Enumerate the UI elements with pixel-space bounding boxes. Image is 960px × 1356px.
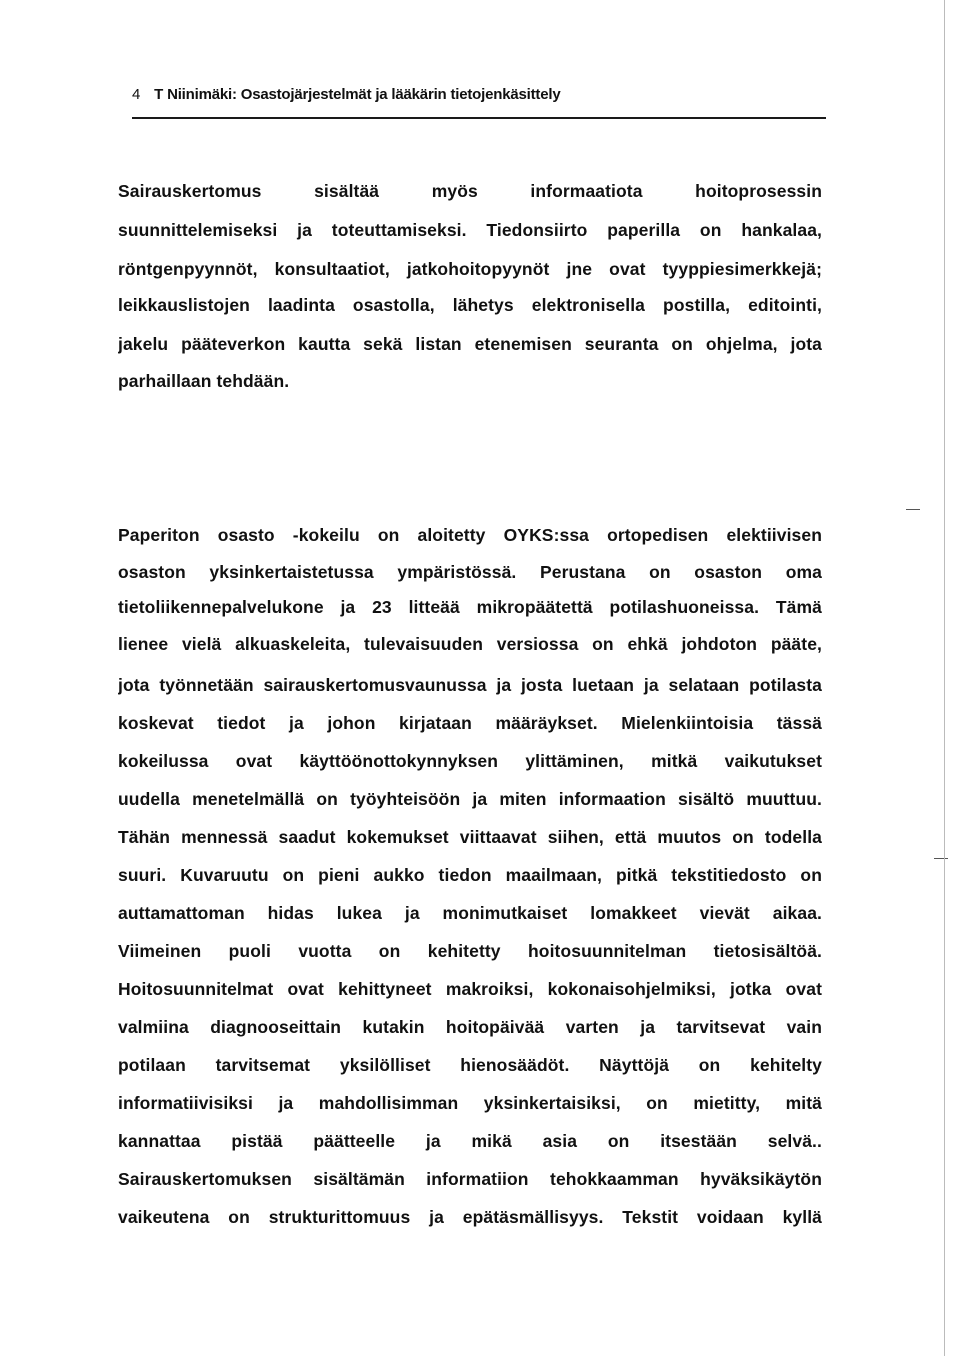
text-line: informatiivisiksi ja mahdollisimman yksinkertaisiksi, on mietitty, mitä xyxy=(118,1093,822,1113)
text-line: lienee vielä alkuaskeleita, tulevaisuuden versiossa on ehkä johdoton pääte, xyxy=(118,634,822,654)
scan-mark xyxy=(906,509,920,510)
text-line: jota työnnetään sairauskertomusvaunussa ja josta luetaan ja selataan potilasta xyxy=(118,675,822,695)
text-line: Sairauskertomus sisältää myös informaatiota hoitoprosessin xyxy=(118,181,822,201)
text-line: vaikeutena on strukturittomuus ja epätäsmällisyys. Tekstit voidaan kyllä xyxy=(118,1207,822,1227)
text-line: potilaan tarvitsemat yksilölliset hienosäädöt. Näyttöjä on kehitelty xyxy=(118,1055,822,1075)
running-header xyxy=(132,86,560,103)
scan-edge-line xyxy=(944,0,945,1356)
text-line: valmiina diagnooseittain kutakin hoitopäivää varten ja tarvitsevat vain xyxy=(118,1017,822,1037)
text-line: jakelu pääteverkon kautta sekä listan etenemisen seuranta on ohjelma, jota xyxy=(118,334,822,354)
text-line: röntgenpyynnöt, konsultaatiot, jatkohoitopyynöt jne ovat tyyppiesimerkkejä; xyxy=(118,259,822,279)
text-line: kokeilussa ovat käyttöönottokynnyksen ylittäminen, mitkä vaikutukset xyxy=(118,751,822,771)
text-line: Hoitosuunnitelmat ovat kehittyneet makroiksi, kokonaisohjelmiksi, jotka ovat xyxy=(118,979,822,999)
text-line: suuri. Kuvaruutu on pieni aukko tiedon maailmaan, pitkä tekstitiedosto on xyxy=(118,865,822,885)
text-line: suunnittelemiseksi ja toteuttamiseksi. Tiedonsiirto paperilla on hankalaa, xyxy=(118,220,822,240)
text-line: Paperiton osasto -kokeilu on aloitetty OYKS:ssa ortopedisen elektiivisen xyxy=(118,525,822,545)
scan-mark xyxy=(934,858,948,859)
running-title: T Niinimäki: Osastojärjestelmät ja lääkärin tietojenkäsittely xyxy=(154,86,561,103)
text-line: osaston yksinkertaistetussa ympäristössä. Perustana on osaston oma xyxy=(118,562,822,582)
text-line: kannattaa pistää päätteelle ja mikä asia on itsestään selvä.. xyxy=(118,1131,822,1151)
text-line: koskevat tiedot ja johon kirjataan määräykset. Mielenkiintoisia tässä xyxy=(118,713,822,733)
text-line: Sairauskertomuksen sisältämän informatiion tehokkaamman hyväksikäytön xyxy=(118,1169,822,1189)
text-line: tietoliikennepalvelukone ja 23 litteää mikropäätettä potilashuoneissa. Tämä xyxy=(118,597,822,617)
text-line: auttamattoman hidas lukea ja monimutkaiset lomakkeet vievät aikaa. xyxy=(118,903,822,923)
text-line: parhaillaan tehdään. xyxy=(118,371,290,391)
text-line: leikkauslistojen laadinta osastolla, lähetys elektronisella postilla, editointi, xyxy=(118,295,822,315)
text-line: Viimeinen puoli vuotta on kehitetty hoitosuunnitelman tietosisältöä. xyxy=(118,941,822,961)
header-rule xyxy=(132,117,826,119)
text-line: Tähän mennessä saadut kokemukset viittaavat siihen, että muutos on todella xyxy=(118,827,822,847)
text-line: uudella menetelmällä on työyhteisöön ja miten informaation sisältö muuttuu. xyxy=(118,789,822,809)
page-number: 4 xyxy=(132,86,141,103)
